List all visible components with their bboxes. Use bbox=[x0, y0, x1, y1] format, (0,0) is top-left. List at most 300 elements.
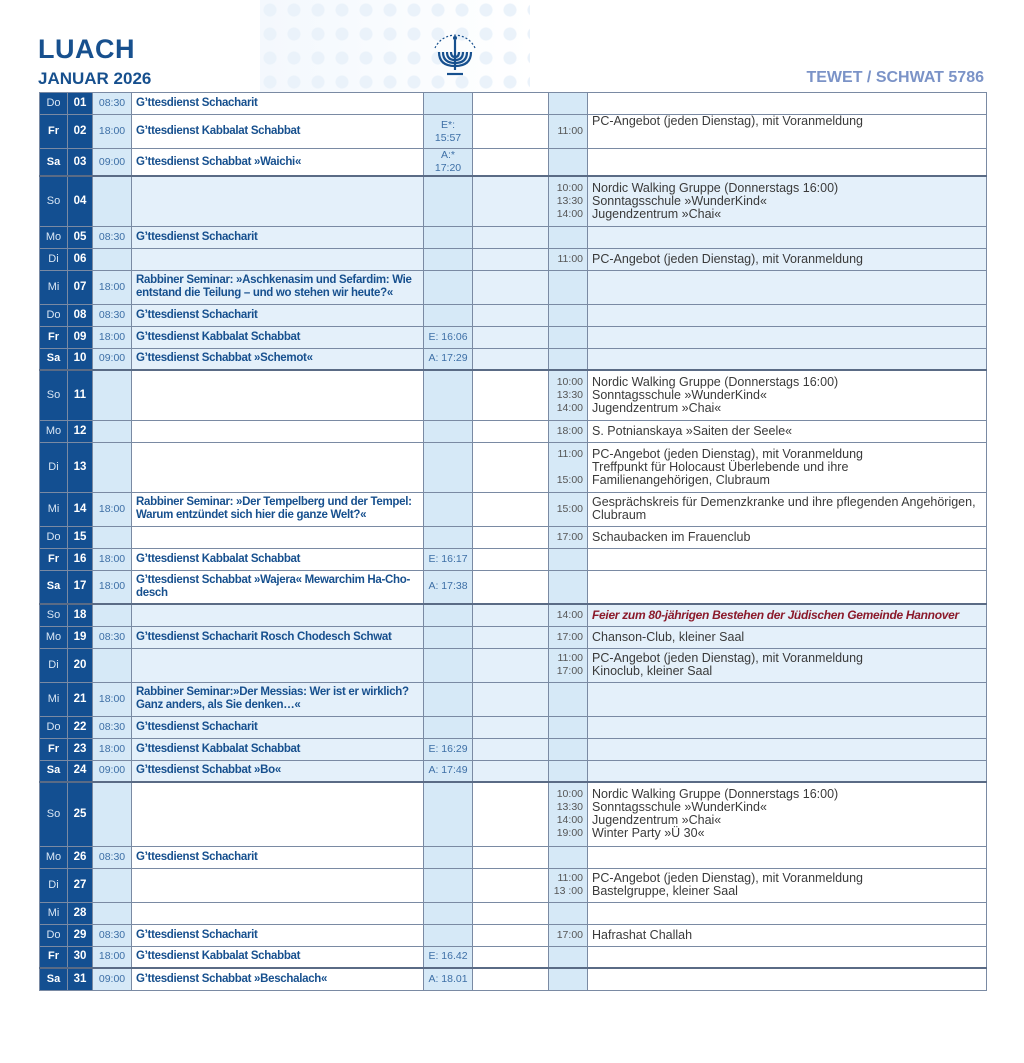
service-cell: G’ttesdienst Kabbalat Schabbat bbox=[132, 738, 424, 760]
blank-cell bbox=[473, 420, 549, 442]
service-cell: G’ttesdienst Schabbat »Wajera« Mewarchim Ha-Cho-desch bbox=[132, 570, 424, 604]
blank-cell bbox=[473, 782, 549, 846]
events-cell bbox=[588, 115, 987, 149]
event-item: Familienangehörigen, Clubraum bbox=[592, 472, 770, 487]
calendar-row bbox=[40, 570, 987, 604]
day-number-cell: 08 bbox=[68, 304, 93, 326]
event-times-cell bbox=[549, 442, 588, 492]
event-times-cell bbox=[549, 548, 588, 570]
event-time: 10:00 bbox=[556, 788, 583, 801]
service-cell: G’ttesdienst Schacharit bbox=[132, 226, 424, 248]
day-number-cell: 17 bbox=[68, 570, 93, 604]
day-number-cell: 19 bbox=[68, 626, 93, 648]
event-time: 10:00 bbox=[556, 181, 583, 194]
blank-cell bbox=[473, 902, 549, 924]
weekday-cell: Mo bbox=[40, 626, 68, 648]
calendar-row bbox=[40, 868, 987, 902]
service-cell: G’ttesdienst Schacharit bbox=[132, 304, 424, 326]
shabbat-time-cell: E: 16:06 bbox=[424, 326, 473, 348]
weekday-cell: Di bbox=[40, 648, 68, 682]
blank-cell bbox=[473, 304, 549, 326]
event-times-cell bbox=[549, 270, 588, 304]
highlight-event: Feier zum 80-jährigen Bestehen der Jüdischen Gemeinde Hannover bbox=[592, 607, 959, 622]
blank-cell bbox=[473, 868, 549, 902]
event-time: 14:00 bbox=[556, 814, 583, 827]
blank-cell bbox=[473, 526, 549, 548]
event-time: 14:00 bbox=[556, 608, 583, 621]
day-number-cell: 11 bbox=[68, 370, 93, 420]
service-cell: G’ttesdienst Schacharit bbox=[132, 846, 424, 868]
shabbat-time-cell bbox=[424, 902, 473, 924]
event-times-cell bbox=[549, 902, 588, 924]
events-cell bbox=[588, 648, 987, 682]
blank-cell bbox=[473, 648, 549, 682]
events-cell bbox=[588, 782, 987, 846]
day-number-cell: 29 bbox=[68, 924, 93, 946]
service-cell bbox=[132, 248, 424, 270]
service-cell bbox=[132, 902, 424, 924]
service-time-cell: 18:00 bbox=[93, 270, 132, 304]
event-item: PC-Angebot (jeden Dienstag), mit Voranmeldung bbox=[592, 446, 863, 461]
shabbat-time-cell bbox=[424, 626, 473, 648]
service-time-cell: 09:00 bbox=[93, 348, 132, 370]
service-time-cell: 09:00 bbox=[93, 149, 132, 177]
weekday-cell: So bbox=[40, 176, 68, 226]
events-cell bbox=[588, 248, 987, 270]
shabbat-time-cell: E*: 15:57 bbox=[424, 115, 473, 149]
event-item: Jugendzentrum »Chai« bbox=[592, 400, 722, 415]
service-cell bbox=[132, 782, 424, 846]
event-item: Kinoclub, kleiner Saal bbox=[592, 664, 713, 678]
weekday-cell: Fr bbox=[40, 326, 68, 348]
day-number-cell: 28 bbox=[68, 902, 93, 924]
day-number-cell: 16 bbox=[68, 548, 93, 570]
events-cell bbox=[588, 370, 987, 420]
service-time-cell: 08:30 bbox=[93, 304, 132, 326]
service-time-cell bbox=[93, 648, 132, 682]
day-number-cell: 26 bbox=[68, 846, 93, 868]
day-number-cell: 03 bbox=[68, 149, 93, 177]
weekday-cell: Do bbox=[40, 924, 68, 946]
shabbat-time-cell: A: 17:38 bbox=[424, 570, 473, 604]
shabbat-time-cell bbox=[424, 782, 473, 846]
event-item: Schaubacken im Frauenclub bbox=[592, 529, 751, 544]
day-number-cell: 18 bbox=[68, 604, 93, 626]
weekday-cell: Sa bbox=[40, 968, 68, 990]
calendar-row bbox=[40, 626, 987, 648]
events-cell bbox=[588, 442, 987, 492]
event-time: 13:30 bbox=[556, 801, 583, 814]
events-cell bbox=[588, 968, 987, 990]
service-time-cell: 18:00 bbox=[93, 738, 132, 760]
event-times-cell bbox=[549, 626, 588, 648]
event-item: Sonntagsschule »WunderKind« bbox=[592, 193, 767, 208]
calendar-row bbox=[40, 248, 987, 270]
event-times-cell bbox=[549, 782, 588, 846]
day-number-cell: 09 bbox=[68, 326, 93, 348]
blank-cell bbox=[473, 604, 549, 626]
service-time-cell bbox=[93, 902, 132, 924]
weekday-cell: Mo bbox=[40, 226, 68, 248]
weekday-cell: Mi bbox=[40, 902, 68, 924]
calendar-row bbox=[40, 270, 987, 304]
day-number-cell: 20 bbox=[68, 648, 93, 682]
event-time: 13:30 bbox=[556, 388, 583, 401]
event-time: 10:00 bbox=[556, 375, 583, 388]
blank-cell bbox=[473, 270, 549, 304]
service-cell bbox=[132, 526, 424, 548]
calendar-row bbox=[40, 420, 987, 442]
calendar-row bbox=[40, 370, 987, 420]
events-cell bbox=[588, 149, 987, 177]
event-times-cell bbox=[549, 968, 588, 990]
calendar-row bbox=[40, 115, 987, 149]
weekday-cell: Do bbox=[40, 304, 68, 326]
calendar-row bbox=[40, 226, 987, 248]
blank-cell bbox=[473, 924, 549, 946]
calendar-row bbox=[40, 492, 987, 526]
service-time-cell: 18:00 bbox=[93, 326, 132, 348]
weekday-cell: So bbox=[40, 782, 68, 846]
events-cell bbox=[588, 626, 987, 648]
events-cell bbox=[588, 738, 987, 760]
weekday-cell: Do bbox=[40, 526, 68, 548]
blank-cell bbox=[473, 738, 549, 760]
service-cell bbox=[132, 176, 424, 226]
calendar-row bbox=[40, 304, 987, 326]
service-time-cell: 08:30 bbox=[93, 93, 132, 115]
calendar-row bbox=[40, 93, 987, 115]
day-number-cell: 23 bbox=[68, 738, 93, 760]
events-cell bbox=[588, 846, 987, 868]
calendar-row bbox=[40, 968, 987, 990]
service-time-cell: 08:30 bbox=[93, 226, 132, 248]
day-number-cell: 14 bbox=[68, 492, 93, 526]
event-time: 11:00 bbox=[557, 252, 583, 265]
weekday-cell: Di bbox=[40, 248, 68, 270]
event-time: 11:00 bbox=[557, 125, 583, 137]
event-times-cell bbox=[549, 738, 588, 760]
service-cell: G’ttesdienst Schabbat »Waichi« bbox=[132, 149, 424, 177]
shabbat-time-cell bbox=[424, 526, 473, 548]
blank-cell bbox=[473, 149, 549, 177]
shabbat-time-cell bbox=[424, 304, 473, 326]
service-time-cell: 09:00 bbox=[93, 968, 132, 990]
service-cell: G’ttesdienst Kabbalat Schabbat bbox=[132, 548, 424, 570]
calendar-row bbox=[40, 548, 987, 570]
service-time-cell: 18:00 bbox=[93, 946, 132, 968]
events-cell bbox=[588, 420, 987, 442]
event-time: 15:00 bbox=[556, 473, 583, 486]
event-item: PC-Angebot (jeden Dienstag), mit Voranmeldung bbox=[592, 114, 863, 128]
shabbat-time-cell bbox=[424, 846, 473, 868]
events-cell bbox=[588, 760, 987, 782]
weekday-cell: Sa bbox=[40, 760, 68, 782]
calendar-row bbox=[40, 738, 987, 760]
event-time: 14:00 bbox=[556, 207, 583, 220]
event-times-cell bbox=[549, 348, 588, 370]
service-cell: G’ttesdienst Schacharit bbox=[132, 924, 424, 946]
service-time-cell: 18:00 bbox=[93, 115, 132, 149]
calendar-row bbox=[40, 348, 987, 370]
events-cell bbox=[588, 492, 987, 526]
event-times-cell bbox=[549, 370, 588, 420]
event-time: 13:30 bbox=[556, 194, 583, 207]
event-time: 19:00 bbox=[556, 827, 583, 840]
shabbat-time-cell: A:* 17:20 bbox=[424, 149, 473, 177]
shabbat-time-cell bbox=[424, 420, 473, 442]
blank-cell bbox=[473, 176, 549, 226]
event-time: 11:00 bbox=[557, 447, 583, 460]
calendar-row bbox=[40, 176, 987, 226]
event-times-cell bbox=[549, 526, 588, 548]
weekday-cell: Mi bbox=[40, 682, 68, 716]
service-time-cell: 08:30 bbox=[93, 846, 132, 868]
service-time-cell: 18:00 bbox=[93, 682, 132, 716]
shabbat-time-cell bbox=[424, 370, 473, 420]
service-cell: G’ttesdienst Kabbalat Schabbat bbox=[132, 946, 424, 968]
event-time: 17:00 bbox=[556, 630, 583, 643]
blank-cell bbox=[473, 548, 549, 570]
event-times-cell bbox=[549, 149, 588, 177]
events-cell bbox=[588, 270, 987, 304]
service-cell: G’ttesdienst Schabbat »Bo« bbox=[132, 760, 424, 782]
service-time-cell: 08:30 bbox=[93, 924, 132, 946]
weekday-cell: Di bbox=[40, 868, 68, 902]
event-times-cell bbox=[549, 846, 588, 868]
shabbat-time-cell bbox=[424, 248, 473, 270]
event-item: Treffpunkt für Holocaust Überlebende und ihre bbox=[592, 459, 849, 474]
service-time-cell bbox=[93, 370, 132, 420]
events-cell bbox=[588, 326, 987, 348]
day-number-cell: 27 bbox=[68, 868, 93, 902]
calendar-row bbox=[40, 716, 987, 738]
shabbat-time-cell bbox=[424, 226, 473, 248]
service-time-cell: 18:00 bbox=[93, 548, 132, 570]
event-times-cell bbox=[549, 716, 588, 738]
event-item: Nordic Walking Gruppe (Donnerstags 16:00) bbox=[592, 787, 839, 802]
events-cell bbox=[588, 868, 987, 902]
service-time-cell bbox=[93, 868, 132, 902]
service-cell: Rabbiner Seminar: »Aschkenasim und Sefardim: Wie entstand die Teilung – und wo stehen wir heute?« bbox=[132, 270, 424, 304]
header-background-pattern bbox=[260, 0, 530, 92]
event-times-cell bbox=[549, 304, 588, 326]
day-number-cell: 13 bbox=[68, 442, 93, 492]
page-title: LUACH bbox=[38, 34, 135, 64]
service-cell: Rabbiner Seminar: »Der Tempelberg und der Tempel: Warum entzündet sich hier die ganze Welt?« bbox=[132, 492, 424, 526]
service-time-cell bbox=[93, 604, 132, 626]
event-times-cell bbox=[549, 492, 588, 526]
service-cell: G’ttesdienst Schabbat »Beschalach« bbox=[132, 968, 424, 990]
calendar-table bbox=[39, 92, 987, 991]
event-time: 17:00 bbox=[556, 928, 583, 941]
shabbat-time-cell bbox=[424, 270, 473, 304]
month-title: JANUAR 2026 bbox=[38, 69, 152, 88]
service-cell: G’ttesdienst Kabbalat Schabbat bbox=[132, 115, 424, 149]
event-item: Nordic Walking Gruppe (Donnerstags 16:00) bbox=[592, 180, 839, 195]
service-cell bbox=[132, 868, 424, 902]
event-times-cell bbox=[549, 570, 588, 604]
shabbat-time-cell bbox=[424, 442, 473, 492]
service-cell: G’ttesdienst Schacharit bbox=[132, 716, 424, 738]
service-cell bbox=[132, 370, 424, 420]
day-number-cell: 01 bbox=[68, 93, 93, 115]
event-time: 17:00 bbox=[556, 665, 583, 677]
weekday-cell: Fr bbox=[40, 548, 68, 570]
blank-cell bbox=[473, 716, 549, 738]
weekday-cell: Sa bbox=[40, 348, 68, 370]
events-cell bbox=[588, 902, 987, 924]
shabbat-time-cell: A: 17:29 bbox=[424, 348, 473, 370]
blank-cell bbox=[473, 570, 549, 604]
weekday-cell: So bbox=[40, 604, 68, 626]
blank-cell bbox=[473, 442, 549, 492]
day-number-cell: 04 bbox=[68, 176, 93, 226]
service-cell bbox=[132, 604, 424, 626]
event-times-cell bbox=[549, 248, 588, 270]
events-cell bbox=[588, 304, 987, 326]
day-number-cell: 12 bbox=[68, 420, 93, 442]
weekday-cell: Sa bbox=[40, 570, 68, 604]
event-time: 13 :00 bbox=[553, 885, 583, 897]
event-times-cell bbox=[549, 868, 588, 902]
event-times-cell bbox=[549, 604, 588, 626]
service-time-cell bbox=[93, 176, 132, 226]
calendar-row bbox=[40, 526, 987, 548]
blank-cell bbox=[473, 968, 549, 990]
shabbat-time-cell: E: 16:17 bbox=[424, 548, 473, 570]
calendar-row bbox=[40, 442, 987, 492]
event-times-cell bbox=[549, 115, 588, 149]
event-time: 18:00 bbox=[556, 424, 583, 437]
calendar-row bbox=[40, 604, 987, 626]
day-number-cell: 05 bbox=[68, 226, 93, 248]
shabbat-time-cell bbox=[424, 604, 473, 626]
event-item: PC-Angebot (jeden Dienstag), mit Voranmeldung bbox=[592, 251, 863, 266]
events-cell bbox=[588, 924, 987, 946]
service-cell bbox=[132, 648, 424, 682]
calendar-row bbox=[40, 326, 987, 348]
shabbat-time-cell bbox=[424, 93, 473, 115]
event-item: Hafrashat Challah bbox=[592, 927, 693, 942]
service-time-cell bbox=[93, 248, 132, 270]
day-number-cell: 21 bbox=[68, 682, 93, 716]
event-times-cell bbox=[549, 420, 588, 442]
service-cell: G’ttesdienst Schacharit Rosch Chodesch Schwat bbox=[132, 626, 424, 648]
blank-cell bbox=[473, 682, 549, 716]
events-cell bbox=[588, 526, 987, 548]
day-number-cell: 07 bbox=[68, 270, 93, 304]
event-times-cell bbox=[549, 760, 588, 782]
blank-cell bbox=[473, 248, 549, 270]
events-cell bbox=[588, 946, 987, 968]
shabbat-time-cell bbox=[424, 492, 473, 526]
events-cell bbox=[588, 570, 987, 604]
service-cell: Rabbiner Seminar:»Der Messias: Wer ist er wirklich? Ganz anders, als Sie denken…« bbox=[132, 682, 424, 716]
service-time-cell: 18:00 bbox=[93, 492, 132, 526]
shabbat-time-cell: E: 16.42 bbox=[424, 946, 473, 968]
calendar-row bbox=[40, 846, 987, 868]
service-cell bbox=[132, 442, 424, 492]
calendar-row bbox=[40, 924, 987, 946]
event-times-cell bbox=[549, 682, 588, 716]
blank-cell bbox=[473, 760, 549, 782]
event-time: 15:00 bbox=[556, 502, 583, 515]
event-item: Sonntagsschule »WunderKind« bbox=[592, 387, 767, 402]
shabbat-time-cell: A: 17:49 bbox=[424, 760, 473, 782]
day-number-cell: 06 bbox=[68, 248, 93, 270]
shabbat-time-cell bbox=[424, 924, 473, 946]
day-number-cell: 02 bbox=[68, 115, 93, 149]
event-item: Nordic Walking Gruppe (Donnerstags 16:00) bbox=[592, 374, 839, 389]
day-number-cell: 25 bbox=[68, 782, 93, 846]
event-item: Gesprächskreis für Demenzkranke und ihre pflegenden Angehörigen, Clubraum bbox=[592, 495, 976, 522]
shabbat-time-cell: E: 16:29 bbox=[424, 738, 473, 760]
shabbat-time-cell bbox=[424, 176, 473, 226]
event-time: 11:00 bbox=[557, 872, 583, 884]
shabbat-time-cell: A: 18.01 bbox=[424, 968, 473, 990]
events-cell bbox=[588, 176, 987, 226]
calendar-row bbox=[40, 946, 987, 968]
event-item: Winter Party »Ü 30« bbox=[592, 826, 705, 841]
blank-cell bbox=[473, 946, 549, 968]
blank-cell bbox=[473, 115, 549, 149]
event-item: Jugendzentrum »Chai« bbox=[592, 206, 722, 221]
event-item: PC-Angebot (jeden Dienstag), mit Voranmeldung bbox=[592, 651, 863, 665]
weekday-cell: So bbox=[40, 370, 68, 420]
day-number-cell: 15 bbox=[68, 526, 93, 548]
service-cell bbox=[132, 420, 424, 442]
hebrew-month-title: TEWET / SCHWAT 5786 bbox=[806, 69, 984, 86]
day-number-cell: 22 bbox=[68, 716, 93, 738]
event-times-cell bbox=[549, 326, 588, 348]
calendar-row bbox=[40, 782, 987, 846]
blank-cell bbox=[473, 348, 549, 370]
service-cell: G’ttesdienst Schacharit bbox=[132, 93, 424, 115]
weekday-cell: Mi bbox=[40, 492, 68, 526]
calendar-row bbox=[40, 682, 987, 716]
service-time-cell: 18:00 bbox=[93, 570, 132, 604]
event-times-cell bbox=[549, 226, 588, 248]
events-cell bbox=[588, 604, 987, 626]
event-time: 17:00 bbox=[556, 530, 583, 543]
event-time: 14:00 bbox=[556, 401, 583, 414]
weekday-cell: Fr bbox=[40, 738, 68, 760]
shabbat-time-cell bbox=[424, 868, 473, 902]
blank-cell bbox=[473, 226, 549, 248]
weekday-cell: Fr bbox=[40, 946, 68, 968]
event-time bbox=[553, 461, 583, 474]
blank-cell bbox=[473, 326, 549, 348]
event-item: Bastelgruppe, kleiner Saal bbox=[592, 884, 738, 898]
service-time-cell: 08:30 bbox=[93, 716, 132, 738]
events-cell bbox=[588, 348, 987, 370]
day-number-cell: 31 bbox=[68, 968, 93, 990]
day-number-cell: 10 bbox=[68, 348, 93, 370]
events-cell bbox=[588, 93, 987, 115]
day-number-cell: 24 bbox=[68, 760, 93, 782]
menorah-icon bbox=[427, 30, 483, 82]
weekday-cell: Sa bbox=[40, 149, 68, 177]
event-item: S. Potnianskaya »Saiten der Seele« bbox=[592, 423, 793, 438]
service-time-cell: 09:00 bbox=[93, 760, 132, 782]
event-times-cell bbox=[549, 176, 588, 226]
blank-cell bbox=[473, 846, 549, 868]
weekday-cell: Mi bbox=[40, 270, 68, 304]
weekday-cell: Mo bbox=[40, 846, 68, 868]
calendar-row bbox=[40, 149, 987, 177]
event-item: Jugendzentrum »Chai« bbox=[592, 813, 722, 828]
